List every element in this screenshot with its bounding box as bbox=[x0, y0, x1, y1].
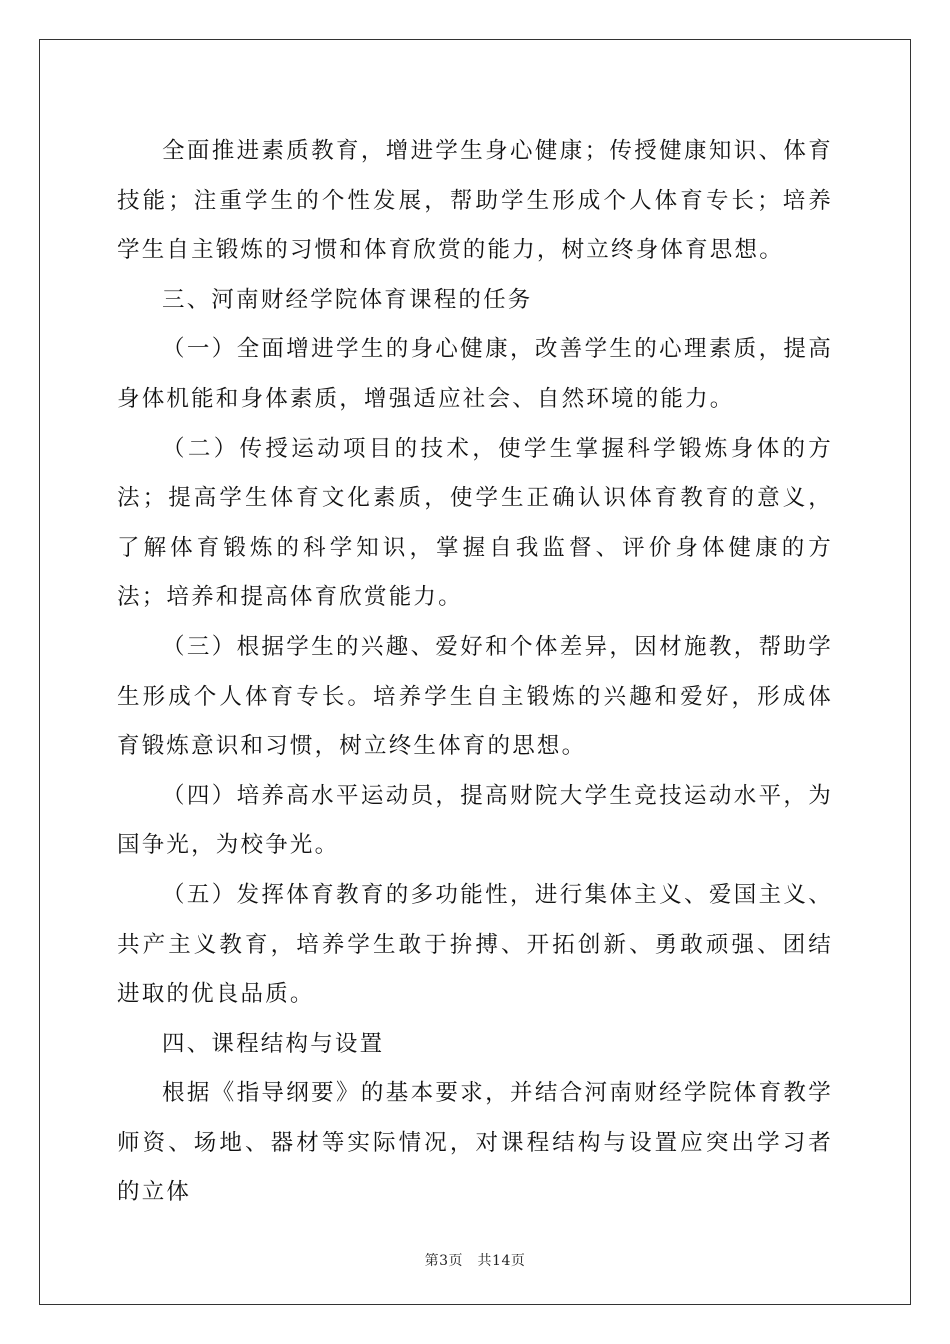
paragraph-goals: 全面推进素质教育，增进学生身心健康；传授健康知识、体育技能；注重学生的个性发展，帮助学生形成个人体育专长；培养学生自主锻炼的习惯和体育欣赏的能力，树立终身体育思想。 bbox=[117, 138, 833, 264]
section-heading-tasks: 三、河南财经学院体育课程的任务 bbox=[162, 286, 533, 313]
section-heading-structure: 四、课程结构与设置 bbox=[162, 1030, 385, 1057]
paragraph-task-5: （五）发挥体育教育的多功能性，进行集体主义、爱国主义、共产主义教育，培养学生敢于拚搏、开拓创新、勇敢顽强、团结进取的优良品质。 bbox=[117, 881, 833, 1008]
paragraph-task-3: （三）根据学生的兴趣、爱好和个体差异，因材施教，帮助学生形成个人体育专长。培养学生自主锻炼的兴趣和爱好，形成体育锻炼意识和习惯，树立终生体育的思想。 bbox=[117, 633, 833, 760]
paragraph-task-4: （四）培养高水平运动员，提高财院大学生竞技运动水平，为国争光，为校争光。 bbox=[117, 782, 833, 859]
document-body bbox=[117, 127, 833, 1218]
paragraph-task-1: （一）全面增进学生的身心健康，改善学生的心理素质，提高身体机能和身体素质，增强适应社会、自然环境的能力。 bbox=[117, 336, 833, 412]
page-number-footer: 第3页 共14页 bbox=[424, 1253, 526, 1269]
paragraph-task-2: （二）传授运动项目的技术，使学生掌握科学锻炼身体的方法；提高学生体育文化素质，使学生正确认识体育教育的意义，了解体育锻炼的科学知识，掌握自我监督、评价身体健康的方法；培养和提高体育欣赏能力。 bbox=[117, 435, 833, 611]
paragraph-structure: 根据《指导纲要》的基本要求，并结合河南财经学院体育教学师资、场地、器材等实际情况，对课程结构与设置应突出学习者的立体 bbox=[117, 1080, 833, 1206]
